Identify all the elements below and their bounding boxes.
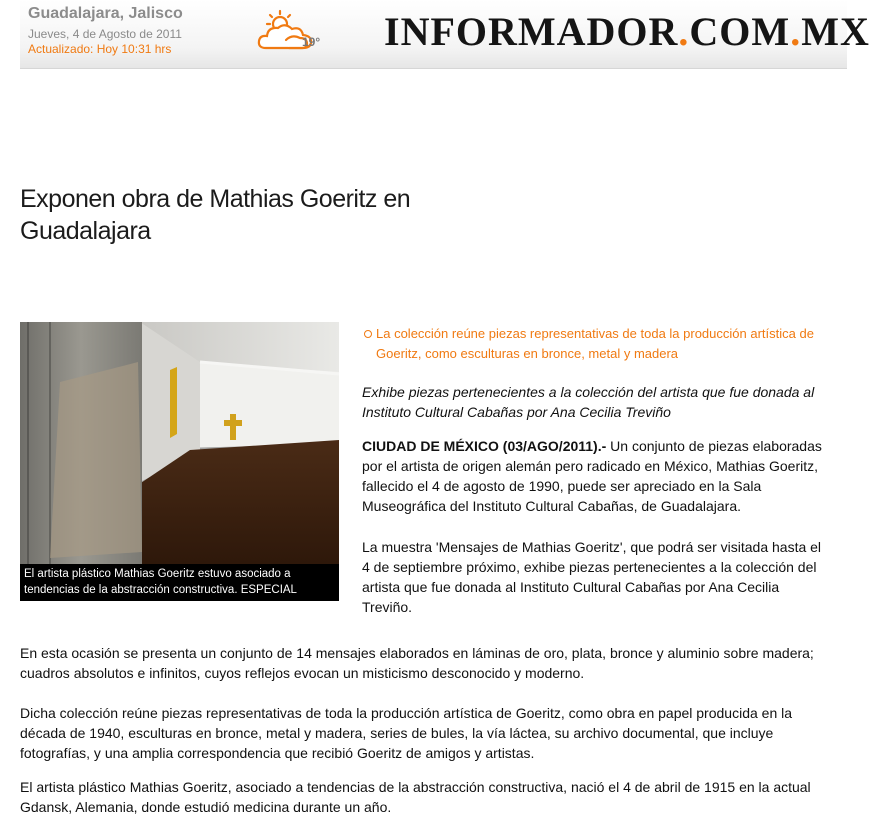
logo-dot: . <box>790 9 802 54</box>
logo-part: COM <box>689 9 791 54</box>
logo-part: INFORMADOR <box>384 9 679 54</box>
header-date: Jueves, 4 de Agosto de 2011 <box>28 27 182 41</box>
site-header <box>20 0 870 69</box>
article-paragraph: Dicha colección reúne piezas representativas de toda la producción artística de Goeritz, como obra en papel producida en la década de 1940, esculturas en bronce, metal y madera, series de bules, la vía láctea, su archivo documental, que incluye fotografías, y una amplia correspondencia que recibió Goeritz de amigos y artistas. <box>20 705 793 761</box>
article-paragraph: En esta ocasión se presenta un conjunto de 14 mensajes elaborados en láminas de oro, plata, bronce y aluminio sobre madera; cuadros absolutos e infinitos, cuyos reflejos evocan un misticismo desconocido y moderno. <box>20 645 814 681</box>
logo-dot: . <box>678 9 690 54</box>
paragraph-text: Un conjunto de piezas elaboradas por el artista de origen alemán pero radicado en México, Mathias Goeritz, fallecido el 4 de agosto de 1990, puede ser apreciado en la Sala Museográfica del Instituto Cultural Cabañas, de Guadalajara. <box>362 438 822 514</box>
image-caption: El artista plástico Mathias Goeritz estuvo asociado a tendencias de la abstracción constructiva. ESPECIAL <box>24 568 297 596</box>
article-figure <box>20 322 339 601</box>
dateline: CIUDAD DE MÉXICO (03/AGO/2011).- <box>362 438 607 454</box>
article-paragraph: La muestra 'Mensajes de Mathias Goeritz', que podrá ser visitada hasta el 4 de septiembre próximo, exhibe piezas pertenecientes a la colección del artista que fue donada al Instituto Cultural Cabañas por Ana Cecilia Treviño. <box>362 539 822 615</box>
article-subtitle: Exhibe piezas pertenecientes a la colección del artista que fue donada al Instituto Cultural Cabañas por Ana Cecilia Treviño <box>362 384 815 420</box>
header-updated: Actualizado: Hoy 10:31 hrs <box>28 42 172 56</box>
logo-part: MX <box>801 9 870 54</box>
summary-bullet: La colección reúne piezas representativas de toda la producción artística de Goeritz, como esculturas en bronce, metal y madera <box>362 324 832 364</box>
article-title: Exponen obra de Mathias Goeritz en Guadalajara <box>20 185 411 245</box>
site-logo[interactable] <box>384 8 870 55</box>
article-paragraph: El artista plástico Mathias Goeritz, asociado a tendencias de la abstracción constructiva, nació el 4 de abril de 1915 en la actual Gdansk, Alemania, donde estudió medicina durante un año. <box>20 779 811 815</box>
article-paragraph <box>362 436 832 516</box>
article-aside <box>362 324 832 617</box>
temperature-value: 19° <box>302 35 321 49</box>
header-city: Guadalajara, Jalisco <box>28 5 183 22</box>
article-photo[interactable] <box>20 322 339 564</box>
